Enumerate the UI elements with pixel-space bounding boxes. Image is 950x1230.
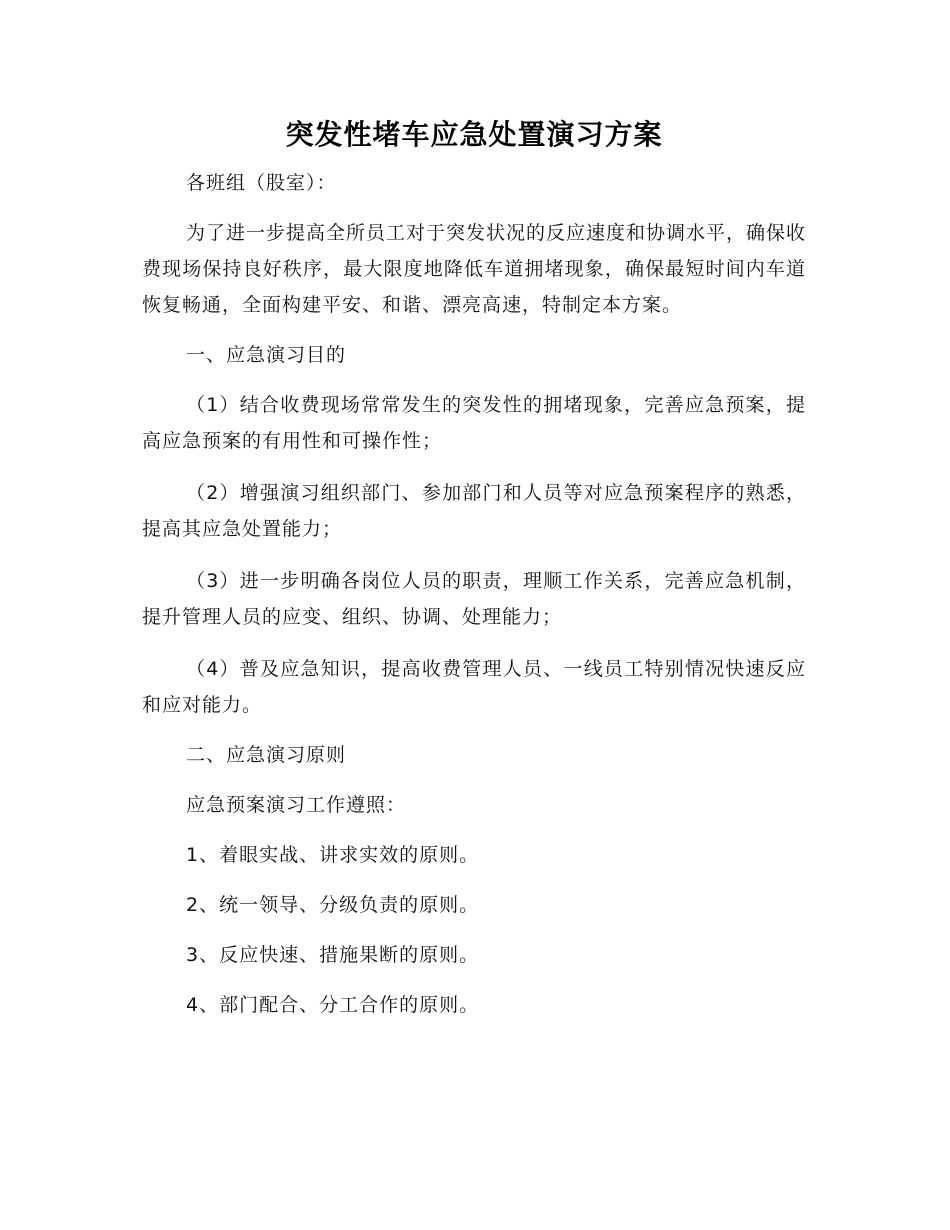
principle-item: 1、着眼实战、讲求实效的原则。 bbox=[186, 844, 480, 866]
purpose-item: （3）进一步明确各岗位人员的职责，理顺工作关系，完善应急机制，提升管理人员的应变、组织、协调、处理能力； bbox=[142, 570, 806, 628]
principle-item: 2、统一领导、分级负责的原则。 bbox=[186, 894, 480, 916]
intro-paragraph: 为了进一步提高全所员工对于突发状况的反应速度和协调水平，确保收费现场保持良好秩序，最大限度地降低车道拥堵现象，确保最短时间内车道恢复畅通，全面构建平安、和谐、漂亮高速，特制定本方案。 bbox=[142, 222, 807, 316]
principles-lead: 应急预案演习工作遵照： bbox=[186, 794, 407, 816]
document-title: 突发性堵车应急处置演习方案 bbox=[285, 118, 663, 151]
salutation: 各班组（股室）： bbox=[186, 172, 337, 194]
section-heading-purpose: 一、应急演习目的 bbox=[186, 344, 347, 366]
purpose-item: （1）结合收费现场常常发生的突发性的拥堵现象，完善应急预案，提高应急预案的有用性和可操作性； bbox=[142, 394, 806, 452]
document-body bbox=[142, 115, 806, 1023]
principle-item: 3、反应快速、措施果断的原则。 bbox=[186, 944, 480, 966]
principle-item: 4、部门配合、分工合作的原则。 bbox=[186, 994, 480, 1016]
purpose-item: （4）普及应急知识，提高收费管理人员、一线员工特别情况快速反应和应对能力。 bbox=[142, 658, 806, 716]
section-heading-principles: 二、应急演习原则 bbox=[186, 744, 347, 766]
purpose-item: （2）增强演习组织部门、参加部门和人员等对应急预案程序的熟悉，提高其应急处置能力； bbox=[142, 482, 806, 540]
